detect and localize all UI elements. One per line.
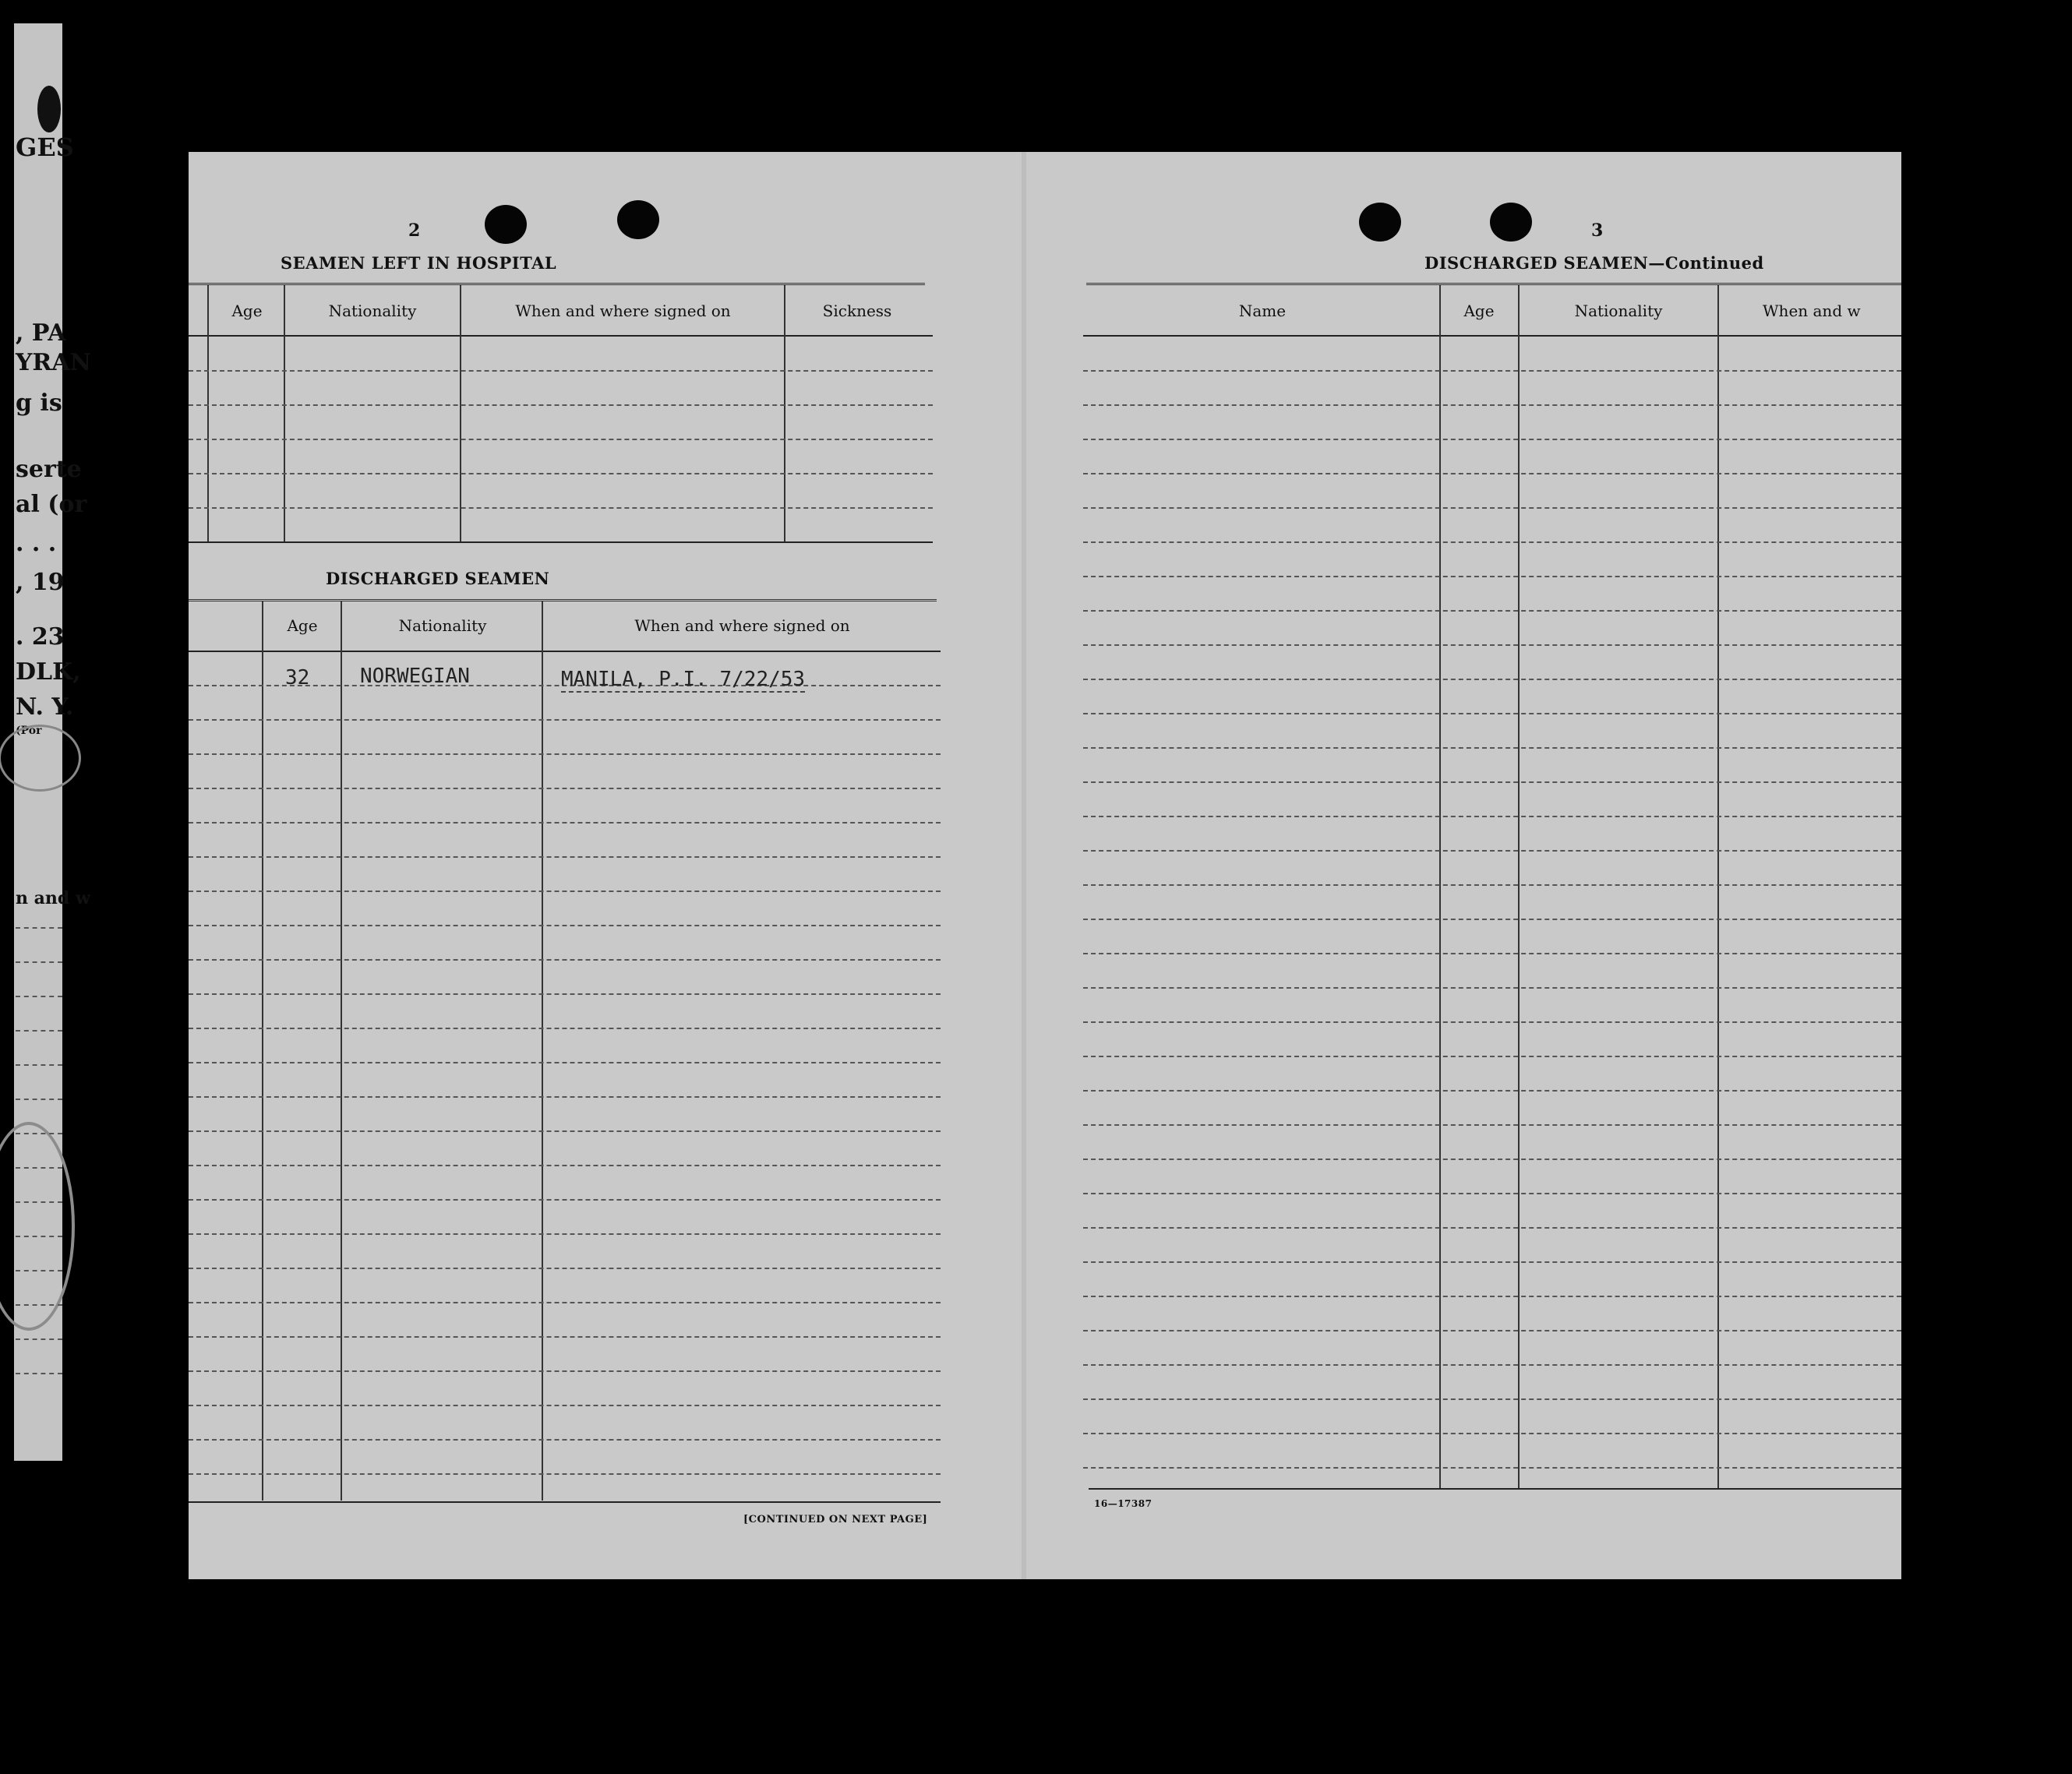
ruled-line — [189, 753, 941, 755]
punch-hole — [617, 200, 659, 239]
ruled-line — [1083, 713, 1901, 714]
ruled-line — [189, 925, 941, 926]
ruled-line — [189, 1028, 941, 1029]
ruled-line — [1083, 541, 1901, 543]
ruled-line — [1083, 781, 1901, 783]
ruled-line — [1083, 1124, 1901, 1126]
continued-note: [CONTINUED ON NEXT PAGE] — [743, 1514, 928, 1525]
column-header-nationality: Nationality — [1574, 302, 1663, 320]
ruled-line — [16, 927, 62, 929]
ruled-line — [1083, 816, 1901, 817]
ruled-line — [1083, 1227, 1901, 1229]
ruled-line — [189, 856, 941, 858]
ruled-line — [1083, 1433, 1901, 1434]
ruled-line — [189, 1062, 941, 1063]
section-title-discharged: DISCHARGED SEAMEN — [326, 569, 550, 588]
strip-fragment: , 19 — [16, 569, 65, 596]
ruled-line — [16, 961, 62, 963]
strip-fragment: g is — [16, 390, 62, 417]
ruled-line — [189, 1199, 941, 1201]
ruled-line — [1083, 987, 1901, 989]
ruled-line — [1083, 919, 1901, 920]
ruled-line — [189, 719, 941, 721]
document-spread — [189, 152, 1901, 1579]
ruled-line — [1083, 747, 1901, 749]
column-line — [284, 284, 285, 541]
strip-fragment: YRAN — [16, 349, 92, 376]
column-header-name: Name — [1238, 302, 1287, 320]
ruled-line — [1083, 1330, 1901, 1331]
column-header-sickness: Sickness — [822, 302, 892, 320]
page-fold — [1022, 152, 1026, 1579]
table-rule — [189, 541, 933, 543]
ruled-line — [1083, 644, 1901, 646]
ruled-line — [189, 959, 941, 961]
discharged-age: 32 — [285, 666, 310, 689]
ruled-line — [1083, 507, 1901, 509]
strip-fragment: al (or — [16, 491, 87, 518]
ruled-line — [1083, 1159, 1901, 1160]
ruled-line — [189, 1165, 941, 1166]
strip-fragment: (Por — [16, 725, 42, 737]
discharged-signed-on: MANILA, P.I. 7/22/53 — [561, 668, 806, 691]
ruled-line — [16, 1099, 62, 1100]
ruled-line — [1083, 610, 1901, 612]
ruled-line — [16, 1270, 62, 1271]
ruled-line — [1083, 1090, 1901, 1092]
strip-fragment: n and w — [16, 888, 90, 908]
ruled-line — [16, 1064, 62, 1066]
table-rule — [189, 599, 937, 601]
ruled-line — [16, 996, 62, 997]
ruled-line — [189, 507, 933, 509]
title-text: DISCHARGED SEAMEN — [1424, 253, 1649, 273]
page-number: 3 — [1591, 220, 1604, 241]
strip-fragment: GES — [16, 132, 74, 162]
column-header-signed-on: When and where signed on — [634, 616, 850, 635]
column-header-nationality: Nationality — [398, 616, 487, 635]
strip-fragment: serte — [16, 456, 82, 483]
table-rule — [189, 651, 941, 652]
section-title-discharged-continued — [1424, 253, 1764, 273]
ruled-line — [189, 473, 933, 474]
ruled-line — [189, 1439, 941, 1441]
ruled-line — [189, 788, 941, 789]
ruled-line — [1083, 439, 1901, 440]
column-header-age: Age — [1463, 302, 1495, 320]
page-number: 2 — [408, 220, 421, 241]
ruled-line — [189, 822, 941, 824]
discharged-nationality: NORWEGIAN — [360, 665, 470, 688]
ruled-line — [189, 439, 933, 440]
column-line — [784, 284, 785, 541]
ruled-line — [1083, 1193, 1901, 1194]
column-header-age: Age — [287, 616, 318, 635]
ruled-line — [1083, 1021, 1901, 1023]
title-suffix: —Continued — [1648, 253, 1764, 273]
strip-fragment: DLK, — [16, 658, 81, 686]
ruled-line — [189, 1096, 941, 1098]
table-rule — [1083, 335, 1901, 337]
strip-fragment: . 23 — [16, 623, 65, 651]
column-line — [262, 601, 263, 1501]
punch-hole — [485, 205, 527, 244]
ruled-line — [189, 1302, 941, 1303]
ruled-line — [189, 1130, 941, 1132]
ruled-line — [16, 1373, 62, 1374]
column-line — [1518, 284, 1520, 1488]
column-line — [341, 601, 342, 1501]
ruled-line — [189, 1473, 941, 1475]
column-line — [542, 601, 543, 1501]
ruled-line — [1083, 1398, 1901, 1400]
ruled-line — [1083, 850, 1901, 852]
ruled-line — [1083, 1296, 1901, 1297]
table-rule — [189, 283, 925, 285]
ruled-line — [1083, 1467, 1901, 1469]
seal-stamp — [0, 725, 81, 792]
table-rule — [189, 1501, 941, 1503]
ruled-line — [189, 1233, 941, 1235]
punch-hole — [1490, 203, 1532, 242]
ruled-line — [16, 1338, 62, 1340]
punch-hole — [1359, 203, 1401, 242]
ruled-line — [189, 370, 933, 372]
punch-hole — [37, 86, 61, 132]
section-title-hospital: SEAMEN LEFT IN HOSPITAL — [281, 253, 557, 273]
column-header-signed-on: When and where signed on — [515, 302, 731, 320]
ruled-line — [189, 1268, 941, 1269]
ruled-line — [189, 993, 941, 995]
table-rule — [189, 335, 933, 337]
ruled-line — [16, 1167, 62, 1169]
ruled-line — [1083, 884, 1901, 886]
ruled-line — [1083, 1364, 1901, 1366]
ruled-line — [1083, 576, 1901, 577]
column-line — [207, 284, 209, 541]
table-rule — [1086, 283, 1901, 285]
ruled-line — [1083, 679, 1901, 680]
column-line — [1717, 284, 1719, 1488]
ruled-line — [1083, 473, 1901, 474]
ruled-line — [16, 1236, 62, 1237]
ruled-line — [16, 1133, 62, 1134]
ruled-line — [1083, 404, 1901, 406]
form-number: 16—17387 — [1094, 1498, 1152, 1509]
ruled-line — [189, 1405, 941, 1406]
ruled-line — [189, 1370, 941, 1372]
strip-fragment: , PA — [16, 319, 66, 347]
ruled-line — [16, 1030, 62, 1032]
column-line — [460, 284, 461, 541]
circular-stamp — [0, 1122, 75, 1331]
ruled-line — [189, 1336, 941, 1338]
ruled-line — [1083, 370, 1901, 372]
ruled-line — [1083, 953, 1901, 954]
ruled-line — [189, 891, 941, 892]
ruled-line — [1083, 1261, 1901, 1263]
column-header-nationality: Nationality — [328, 302, 417, 320]
ruled-line — [16, 1304, 62, 1306]
ruled-line — [16, 1201, 62, 1203]
ruled-line — [189, 404, 933, 406]
underlying-page-strip — [14, 23, 92, 1461]
ruled-line — [1083, 1056, 1901, 1057]
column-line — [1439, 284, 1441, 1488]
strip-fragment: . . . — [16, 530, 57, 557]
strip-fragment: N. Y. — [16, 693, 74, 721]
table-rule — [1089, 1488, 1901, 1490]
column-header-age: Age — [231, 302, 263, 320]
column-header-signed-on: When and w — [1763, 302, 1861, 320]
